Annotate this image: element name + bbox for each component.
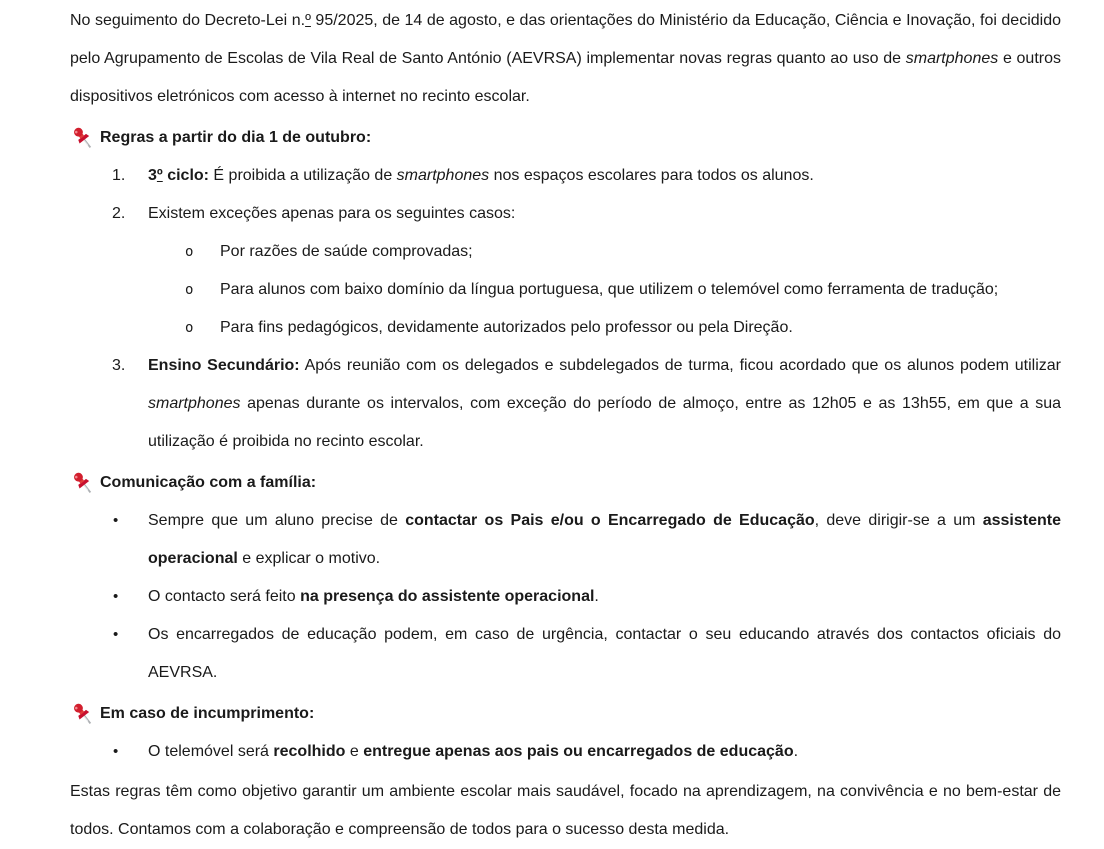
text-segment: Para fins pedagógicos, devidamente autorizados pelo professor ou pela Direção. xyxy=(220,319,793,336)
text-segment: nos espaços escolares para todos os alunos. xyxy=(489,167,814,184)
list-item xyxy=(70,271,1061,309)
text-segment: contactar os Pais e/ou o Encarregado de Educação xyxy=(405,512,815,529)
section-heading-text xyxy=(100,705,314,722)
text-segment: No seguimento do Decreto-Lei n. xyxy=(70,12,306,29)
list-item-text xyxy=(148,578,1061,616)
text-segment: Regras a partir do dia 1 de outubro: xyxy=(100,129,372,146)
text-segment: 3 xyxy=(148,167,157,184)
bullet-icon: • xyxy=(113,626,119,643)
list-number-marker: 2. xyxy=(112,205,126,222)
text-segment: º xyxy=(156,167,163,184)
list-item-text xyxy=(220,309,1061,347)
list-item xyxy=(70,309,1061,347)
list-item-text xyxy=(148,347,1061,461)
text-segment: entregue apenas aos pais ou encarregados de educação xyxy=(363,743,794,760)
list-number-marker: 3. xyxy=(112,357,126,374)
text-segment: na presença do assistente operacional xyxy=(300,588,595,605)
text-segment: recolhido xyxy=(273,743,346,760)
text-segment: 95/2025, de 14 de agosto, e das orientações do Ministério da Educação, Ciência e Inovação, foi decidido pelo Agrupamento de Escolas de Vila Real de Santo António (AEVRSA) implementar novas regras quanto ao uso de xyxy=(70,12,1062,67)
text-segment: Por razões de saúde comprovadas; xyxy=(220,243,473,260)
text-segment: e outros dispositivos eletrónicos com acesso à internet no recinto escolar. xyxy=(70,50,1061,105)
bullet-icon: • xyxy=(113,588,119,605)
list-item xyxy=(70,578,1061,616)
section-heading xyxy=(70,464,1061,502)
section-heading-text xyxy=(100,129,371,146)
list-item-text xyxy=(220,233,1061,271)
text-segment: apenas durante os intervalos, com exceção do período de almoço, entre as 12h05 e as 13h55, em que a sua utilização é proibida no recinto escolar. xyxy=(148,395,1061,450)
circle-bullet-icon: o xyxy=(185,320,194,336)
list-item-text xyxy=(148,502,1061,578)
intro-paragraph xyxy=(70,2,1061,116)
text-segment: º xyxy=(305,12,311,29)
text-segment: Após reunião com os delegados e subdelegados de turma, ficou acordado que os alunos podem utilizar xyxy=(299,357,1061,374)
pushpin-icon xyxy=(72,471,94,496)
text-segment: Para alunos com baixo domínio da língua portuguesa, que utilizem o telemóvel como ferramenta de tradução; xyxy=(220,281,999,298)
bullet-icon: • xyxy=(113,743,119,760)
text-segment: e xyxy=(345,743,364,760)
bullet-icon: • xyxy=(113,512,119,529)
list-item-text xyxy=(148,616,1061,692)
text-segment: Ensino Secundário: xyxy=(148,357,300,374)
text-segment: É proibida a utilização de xyxy=(208,167,397,184)
pushpin-icon xyxy=(72,702,94,727)
text-segment: smartphones xyxy=(396,167,490,184)
list-item xyxy=(70,616,1061,692)
circle-bullet-icon: o xyxy=(185,244,194,260)
list-item-text xyxy=(220,271,1061,309)
text-segment: assistente operacional xyxy=(148,512,1061,567)
list-number-marker: 1. xyxy=(112,167,126,184)
section-heading xyxy=(70,119,1061,157)
text-segment: smartphones xyxy=(905,50,999,67)
text-segment: e explicar o motivo. xyxy=(237,550,381,567)
list-item-text xyxy=(148,195,1061,233)
list-item-text xyxy=(148,157,1061,195)
text-segment: O contacto será feito xyxy=(148,588,301,605)
text-segment: , deve dirigir-se a um xyxy=(814,512,983,529)
closing-paragraph xyxy=(70,773,1061,849)
text-segment: ciclo: xyxy=(162,167,209,184)
list-item xyxy=(70,233,1061,271)
pushpin-icon xyxy=(72,126,94,151)
text-segment: smartphones xyxy=(148,395,241,412)
text-segment: O telemóvel será xyxy=(148,743,274,760)
text-segment: . xyxy=(793,743,799,760)
text-segment: . xyxy=(594,588,599,605)
section-heading xyxy=(70,695,1061,733)
text-segment: Sempre que um aluno precise de xyxy=(148,512,406,529)
text-segment: Estas regras têm como objetivo garantir um ambiente escolar mais saudável, focado na aprendizagem, na convivência e no bem-estar de todos. Contamos com a colaboração e compreensão de todos para o sucesso desta medida. xyxy=(70,783,1061,838)
text-segment: Comunicação com a família: xyxy=(100,474,317,491)
list-item xyxy=(70,733,1061,771)
section-heading-text xyxy=(100,474,316,491)
text-segment: Os encarregados de educação podem, em caso de urgência, contactar o seu educando através dos contactos oficiais do AEVRSA. xyxy=(148,626,1061,681)
circle-bullet-icon: o xyxy=(185,282,194,298)
list-item xyxy=(70,347,1061,461)
text-segment: Existem exceções apenas para os seguintes casos: xyxy=(148,205,516,222)
document-page xyxy=(70,2,1061,849)
list-item xyxy=(70,195,1061,233)
list-item xyxy=(70,157,1061,195)
list-item-text xyxy=(148,733,1061,771)
text-segment: Em caso de incumprimento: xyxy=(100,705,315,722)
list-item xyxy=(70,502,1061,578)
